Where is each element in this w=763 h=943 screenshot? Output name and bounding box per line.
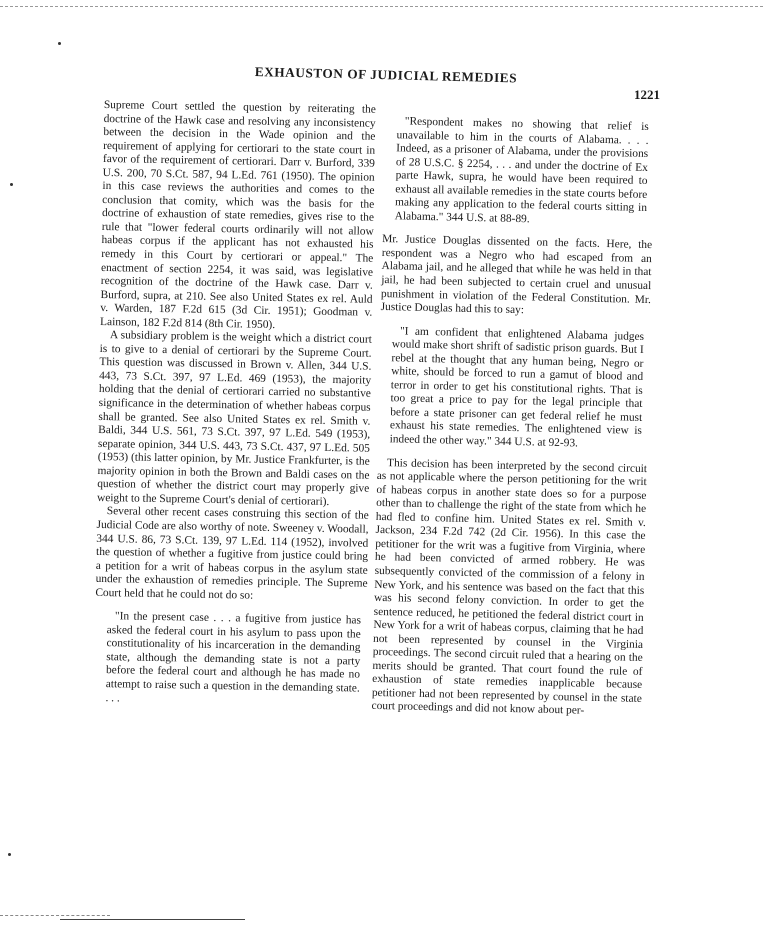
- scan-speck: [10, 183, 13, 186]
- running-head: EXHAUSTON OF JUDICIAL REMEDIES: [254, 64, 518, 86]
- right-block-quote-2: [377, 325, 650, 453]
- scan-speck: [8, 853, 11, 856]
- right-paragraph-2: This decision has been interpreted by the second circuit as not applicable where the person petitioning for the writ of habeas corpus in another state does so for a purpose other than to challenge the right of the state from which he had fled to confine him. United States ex rel. Smith v. Jackson, 234 F.2d 742 (2d Cir. 1956). In this case the petitioner for the writ was a fugitive from Virginia, where he had been convicted of armed robbery. He was subsequently convicted of the commission of a felony in New York, and his sentence was based on the fact that this was his second felony conviction. In order to get the sentence reduced, he petitioned the federal district court in New York for a writ of habeas corpus, claiming that he had not been represented by counsel in the Virginia proceedings. The second circuit ruled that a hearing on the merits should be granted. That court found the rule of exhaustion of state remedies inapplicable because petitioner had not been represented by counsel in the state court proceedings and did not know about per-: [371, 456, 648, 718]
- scan-edge-top: [0, 6, 763, 7]
- left-paragraph-2: A subsidiary problem is the weight which a district court is to give to a denial of certiorari by the Supreme Court. This question was discussed in Brown v. Allen, 344 U.S. 443, 73 S.Ct. 397, 97 L.Ed. 469 (1953), the majority holding that the denial of certiorari carried no substantive significance in the determination of whether habeas corpus shall be granted. See also United States ex rel. Smith v. Baldi, 344 U.S. 561, 73 S.Ct. 397, 97 L.Ed. 549 (1953), separate opinion, 344 U.S. 443, 73 S.Ct. 437, 97 L.Ed. 505 (1953) (this latter opinion, by Mr. Justice Frankfurter, is the majority opinion in both the Brown and Baldi cases on the question of whether the district court may properly give weight to the Supreme Court's denial of certiorari).: [96, 329, 372, 508]
- scan-rule-bottom: [60, 919, 245, 920]
- left-block-quote: [93, 610, 367, 710]
- right-paragraph-1: Mr. Justice Douglas dissented on the facts. Here, the respondent was a Negro who had escaped from an Alabama jail, and he alleged that while he was held in that jail, he had been subjected to certain cruel and unusual punishment in violation of the Federal Constitution. Mr. Justice Douglas had this to say:: [380, 233, 653, 317]
- scan-edge-bottom: [0, 915, 110, 916]
- left-paragraph-1: Supreme Court settled the question by reiterating the doctrine of the Hawk case and resolving any inconsistency between the decision in the Wade opinion and the requirement of applying for certiorari to the state court in favor of the requirement of certiorari. Darr v. Burford, 339 U.S. 200, 70 S.Ct. 587, 94 L.Ed. 761 (1950). The opinion in this case reviews the authorities and comes to the conclusion that comity, which was the basis for the doctrine of exhaustion of state remedies, gives rise to the rule that "lower federal courts ordinarily will not allow habeas corpus if the applicant has not exhausted his remedy in this Court by certiorari or appeal." The enactment of section 2254, it was said, was legislative recognition of the doctrine of the Hawk case. Darr v. Burford, supra, at 210. See also United States ex rel. Auld v. Warden, 187 F.2d 615 (3d Cir. 1951); Goodman v. Lainson, 182 F.2d 814 (8th Cir. 1950).: [100, 99, 376, 331]
- left-quote-text: "In the present case . . . a fugitive from justice has asked the federal court in his asylum to pass upon the constitutionality of his incarceration in the demanding state, although the demanding state is not a party before the federal court and although he has made no attempt to raise such a question in the demanding state. . . .: [105, 610, 362, 704]
- left-paragraph-3: Several other recent cases construing this section of the Judicial Code are also worthy of note. Sweeney v. Woodall, 344 U.S. 86, 73 S.Ct. 139, 97 L.Ed. 114 (1952), involved the question of whether a fugitive from justice could bring a petition for a writ of habeas corpus in the asylum state under the exhaustion of remedies principle. The Supreme Court held that he could not do so:: [95, 505, 369, 602]
- scan-speck: [58, 42, 61, 45]
- right-column: [371, 115, 655, 720]
- page-number: 1221: [634, 87, 660, 102]
- right-quote-2-text: "I am confident that enlightened Alabama judges would make short shrift of sadistic prison guards. But I rebel at the thought that any human being, Negro or white, should be forced to run a gamut of blood and terror in order to get his constitutional rights. That is too great a price to pay for the legal principle that before a state prisoner can get federal relief he must exhaust his state remedies. The enlightened view is indeed the other way." 344 U.S. at 92-93.: [389, 325, 645, 450]
- left-column: [93, 99, 376, 720]
- right-quote-1-text: "Respondent makes no showing that relief is unavailable to him in the courts of Alabama. . . . Indeed, as a prisoner of Alabama, under the provisions of 28 U.S.C. § 2254, . . . and under the doctrine of Ex parte Hawk, supra, he would have been required to exhaust all available remedies in the state courts before making any application to the federal courts sitting in Alabama." 344 U.S. at 88-89.: [394, 115, 649, 226]
- right-block-quote-1: [383, 115, 655, 229]
